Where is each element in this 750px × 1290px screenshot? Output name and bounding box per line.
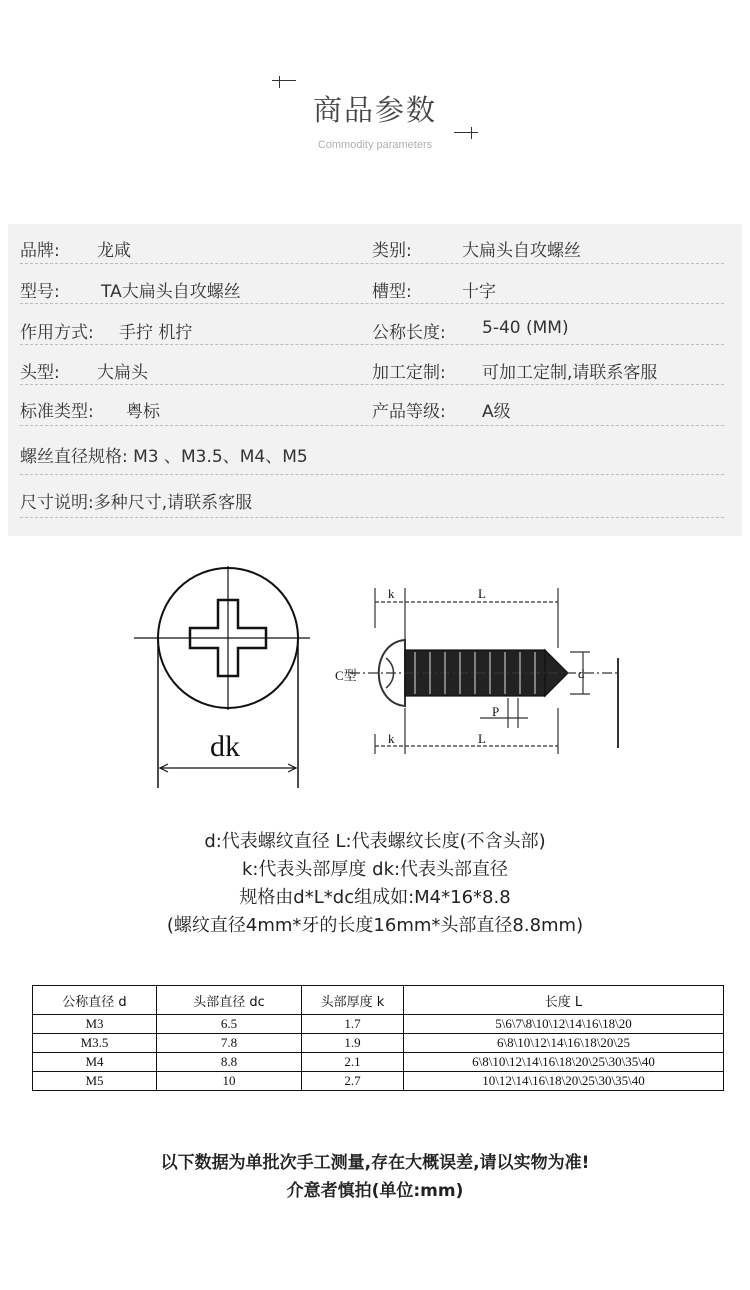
C-type-label: C型 — [335, 668, 357, 683]
table-cell: 2.1 — [302, 1053, 404, 1072]
table-cell: 10\12\14\16\18\20\25\30\35\40 — [404, 1072, 724, 1091]
size-note: 尺寸说明:多种尺寸,请联系客服 — [20, 493, 253, 513]
spec-table — [32, 985, 724, 1091]
param-value: 5-40 (MM) — [482, 318, 569, 338]
table-cell: 6\8\10\12\14\16\18\20\25 — [404, 1034, 724, 1053]
d-label: d — [578, 666, 585, 681]
k-label-top: k — [388, 586, 395, 601]
param-label: 作用方式: — [20, 323, 94, 343]
screw-technical-diagram — [130, 548, 630, 793]
table-cell: 5\6\7\8\10\12\14\16\18\20 — [404, 1015, 724, 1034]
table-row — [33, 1072, 724, 1091]
title-deco-top-tick — [279, 76, 280, 88]
table-header: 公称直径 d — [33, 986, 157, 1015]
title-deco-top — [272, 80, 296, 81]
row-divider — [20, 425, 724, 426]
table-cell: 8.8 — [157, 1053, 302, 1072]
page-subtitle: Commodity parameters — [317, 139, 433, 151]
table-cell: M4 — [33, 1053, 157, 1072]
param-value: TA大扁头自攻螺丝 — [101, 282, 241, 302]
table-row — [33, 1053, 724, 1072]
param-label: 公称长度: — [372, 323, 446, 343]
table-header: 长度 L — [404, 986, 724, 1015]
row-divider — [20, 474, 724, 475]
L-label-bottom: L — [478, 731, 486, 746]
table-cell: 1.7 — [302, 1015, 404, 1034]
table-cell: 10 — [157, 1072, 302, 1091]
row-divider — [20, 263, 724, 264]
table-row — [33, 1015, 724, 1034]
param-value: 大扁头 — [97, 363, 148, 383]
param-label: 品牌: — [20, 241, 60, 261]
dk-label: dk — [210, 730, 240, 763]
table-cell: 6\8\10\12\14\16\18\20\25\30\35\40 — [404, 1053, 724, 1072]
param-label: 槽型: — [372, 282, 412, 302]
param-label: 产品等级: — [372, 402, 446, 422]
param-value: 手拧 机拧 — [119, 323, 193, 343]
table-row — [33, 1034, 724, 1053]
param-value: 大扁头自攻螺丝 — [462, 241, 581, 261]
table-header: 头部直径 dc — [157, 986, 302, 1015]
k-label-bottom: k — [388, 731, 395, 746]
description-line: (螺纹直径4mm*牙的长度16mm*头部直径8.8mm) — [166, 915, 584, 936]
table-cell: 7.8 — [157, 1034, 302, 1053]
row-divider — [20, 344, 724, 345]
param-label: 标准类型: — [20, 402, 94, 422]
unit-note: 介意者慎拍(单位:mm) — [286, 1181, 464, 1201]
table-cell: 6.5 — [157, 1015, 302, 1034]
param-label: 型号: — [20, 282, 60, 302]
param-value: 可加工定制,请联系客服 — [482, 363, 658, 383]
title-deco-bottom — [454, 132, 478, 133]
P-label: P — [492, 704, 500, 719]
table-cell: M3.5 — [33, 1034, 157, 1053]
description-line: d:代表螺纹直径 L:代表螺纹长度(不含头部) — [204, 831, 546, 852]
row-divider — [20, 517, 724, 518]
table-cell: M5 — [33, 1072, 157, 1091]
row-divider — [20, 384, 724, 385]
param-label: 加工定制: — [372, 363, 446, 383]
diameter-spec: 螺丝直径规格: M3 、M3.5、M4、M5 — [20, 447, 308, 467]
row-divider — [20, 303, 724, 304]
param-label: 头型: — [20, 363, 60, 383]
table-cell: 1.9 — [302, 1034, 404, 1053]
param-label: 类别: — [372, 241, 412, 261]
description-line: k:代表头部厚度 dk:代表头部直径 — [241, 859, 509, 880]
title-deco-bottom-tick — [471, 127, 472, 139]
table-cell: M3 — [33, 1015, 157, 1034]
param-value: 粤标 — [126, 402, 160, 422]
param-value: A级 — [482, 402, 511, 422]
param-value: 龙咸 — [97, 241, 131, 261]
measurement-note: 以下数据为单批次手工测量,存在大概误差,请以实物为准! — [160, 1153, 590, 1173]
description-line: 规格由d*L*dc组成如:M4*16*8.8 — [239, 887, 511, 908]
table-header: 头部厚度 k — [302, 986, 404, 1015]
table-header-row — [33, 986, 724, 1015]
param-value: 十字 — [462, 282, 496, 302]
table-cell: 2.7 — [302, 1072, 404, 1091]
L-label-top: L — [478, 586, 486, 601]
page-title: 商品参数 — [312, 93, 437, 127]
